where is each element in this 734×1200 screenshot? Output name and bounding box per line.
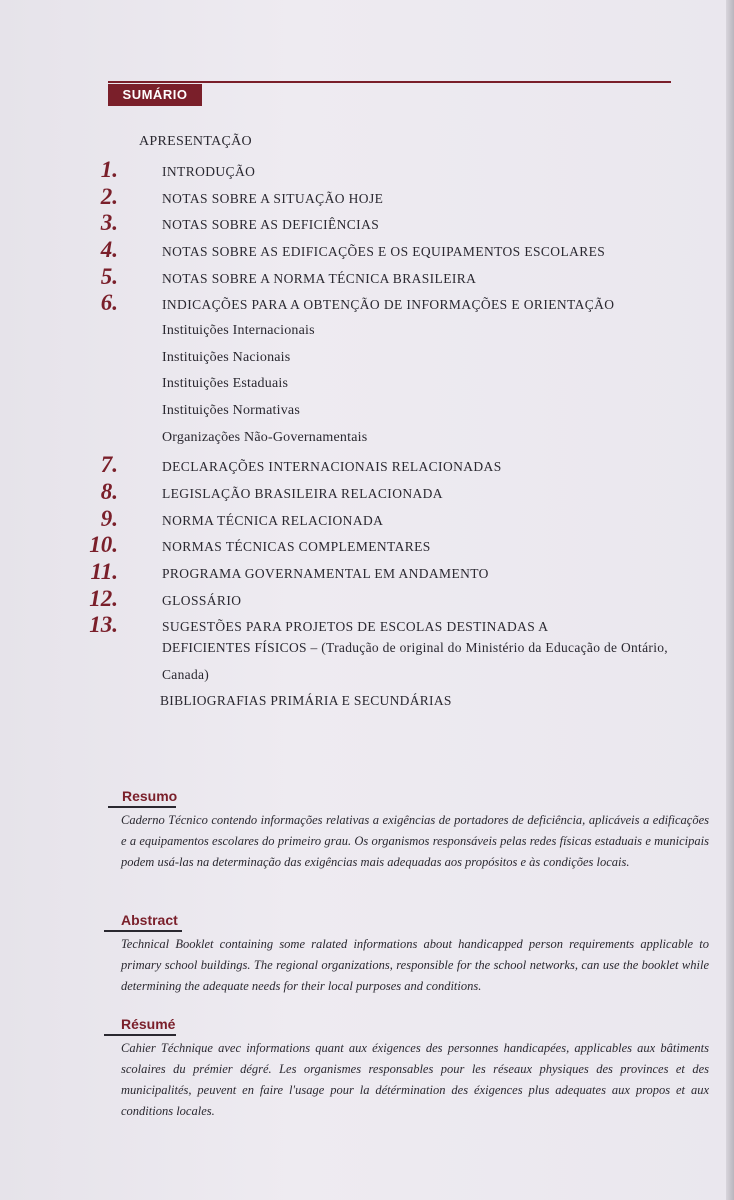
toc-item-label: NOTAS SOBRE A NORMA TÉCNICA BRASILEIRA <box>162 271 477 286</box>
resume-text: Cahier Téchnique avec informations quant aux éxigences des personnes handicapées, applicables aux bâtiments scolaires du prémier dégré. Les organismes responsables pour les réseaux physiques des provinces et des municipalités, peuvent en faire l'usage pour la détérmination des éxigences plus adequates aux propos et aux conditions locales. <box>121 1041 709 1118</box>
toc-subitem: Organizações Não-Governamentais <box>162 430 368 445</box>
resume-rule <box>104 1034 176 1036</box>
toc-item-number: 2. <box>100 184 118 209</box>
toc-item-number: 13. <box>89 612 118 637</box>
toc-item <box>0 507 700 531</box>
resumo-text: Caderno Técnico contendo informações relativas a exigências de portadores de deficiência, aplicáveis a edificações e a equipamentos escolares do primeiro grau. Os organismos responsáveis pelas redes físicas estaduais e municipais podem usá-las na determinação das exigências mais adequadas aos propósitos e às condições locais. <box>121 813 709 869</box>
toc-item-label: DECLARAÇÕES INTERNACIONAIS RELACIONADAS <box>162 459 502 474</box>
toc-item-label: NORMAS TÉCNICAS COMPLEMENTARES <box>162 539 431 554</box>
toc-item-label: NOTAS SOBRE AS DEFICIÊNCIAS <box>162 217 380 232</box>
toc-item-number: 3. <box>100 210 118 235</box>
toc-item <box>0 265 700 289</box>
resumo-heading: Resumo <box>122 788 178 804</box>
toc-item-label: NORMA TÉCNICA RELACIONADA <box>162 513 384 528</box>
toc-item-continuation: DEFICIENTES FÍSICOS – (Tradução de original do Ministério da Educação de Ontário, <box>162 640 668 655</box>
toc-item <box>0 587 700 611</box>
page-edge <box>726 0 734 1200</box>
toc-item <box>0 238 700 262</box>
toc-item-number: 11. <box>90 559 118 584</box>
toc-bibliografias: BIBLIOGRAFIAS PRIMÁRIA E SECUNDÁRIAS <box>160 693 452 708</box>
toc-item-number: 8. <box>100 479 118 504</box>
toc-item-number: 7. <box>100 452 118 477</box>
toc-subitem: Instituições Internacionais <box>162 323 315 338</box>
toc-item-number: 9. <box>100 506 118 531</box>
abstract-heading: Abstract <box>121 912 178 928</box>
toc-item-number: 12. <box>89 586 118 611</box>
toc-item-number: 5. <box>100 264 118 289</box>
toc-item-number: 1. <box>100 157 118 182</box>
resume-heading: Résumé <box>121 1016 176 1032</box>
toc-item-continuation: Canada) <box>162 667 210 682</box>
resumo-rule <box>108 806 176 808</box>
toc-item <box>0 480 700 504</box>
toc-item-label: INDICAÇÕES PARA A OBTENÇÃO DE INFORMAÇÕES E ORIENTAÇÃO <box>162 297 615 312</box>
toc-item <box>0 453 700 477</box>
sumario-heading: SUMÁRIO <box>108 84 202 106</box>
toc-item-label: GLOSSÁRIO <box>162 593 242 608</box>
abstract-text: Technical Booklet containing some ralated informations about handicapped person requirements applicable to primary school buildings. The regional organizations, responsible for the school networks, can use the booklet while determining the adequate needs for their local purposes and conditions. <box>121 937 709 993</box>
toc-item <box>0 185 700 209</box>
toc-subitem: Instituições Normativas <box>162 403 300 418</box>
toc-item-label: SUGESTÕES PARA PROJETOS DE ESCOLAS DESTINADAS A <box>162 619 549 634</box>
toc-item-label: INTRODUÇÃO <box>162 164 256 179</box>
toc-item-number: 4. <box>100 237 118 262</box>
toc-item <box>0 211 700 235</box>
toc-item <box>0 560 700 584</box>
toc-item <box>0 533 700 557</box>
toc-item-label: PROGRAMA GOVERNAMENTAL EM ANDAMENTO <box>162 566 489 581</box>
toc-item <box>0 158 700 182</box>
toc-item <box>0 613 700 637</box>
toc-item-number: 6. <box>100 290 118 315</box>
toc-item-number: 10. <box>89 532 118 557</box>
toc-subitem: Instituições Estaduais <box>162 376 289 391</box>
sumario-rule <box>108 81 671 83</box>
toc-item <box>0 291 700 315</box>
toc-apresentacao: APRESENTAÇÃO <box>139 134 252 149</box>
toc-subitem: Instituições Nacionais <box>162 350 291 365</box>
toc-item-label: NOTAS SOBRE AS EDIFICAÇÕES E OS EQUIPAMENTOS ESCOLARES <box>162 244 606 259</box>
toc-item-label: LEGISLAÇÃO BRASILEIRA RELACIONADA <box>162 486 443 501</box>
toc-item-label: NOTAS SOBRE A SITUAÇÃO HOJE <box>162 191 384 206</box>
abstract-rule <box>104 930 182 932</box>
